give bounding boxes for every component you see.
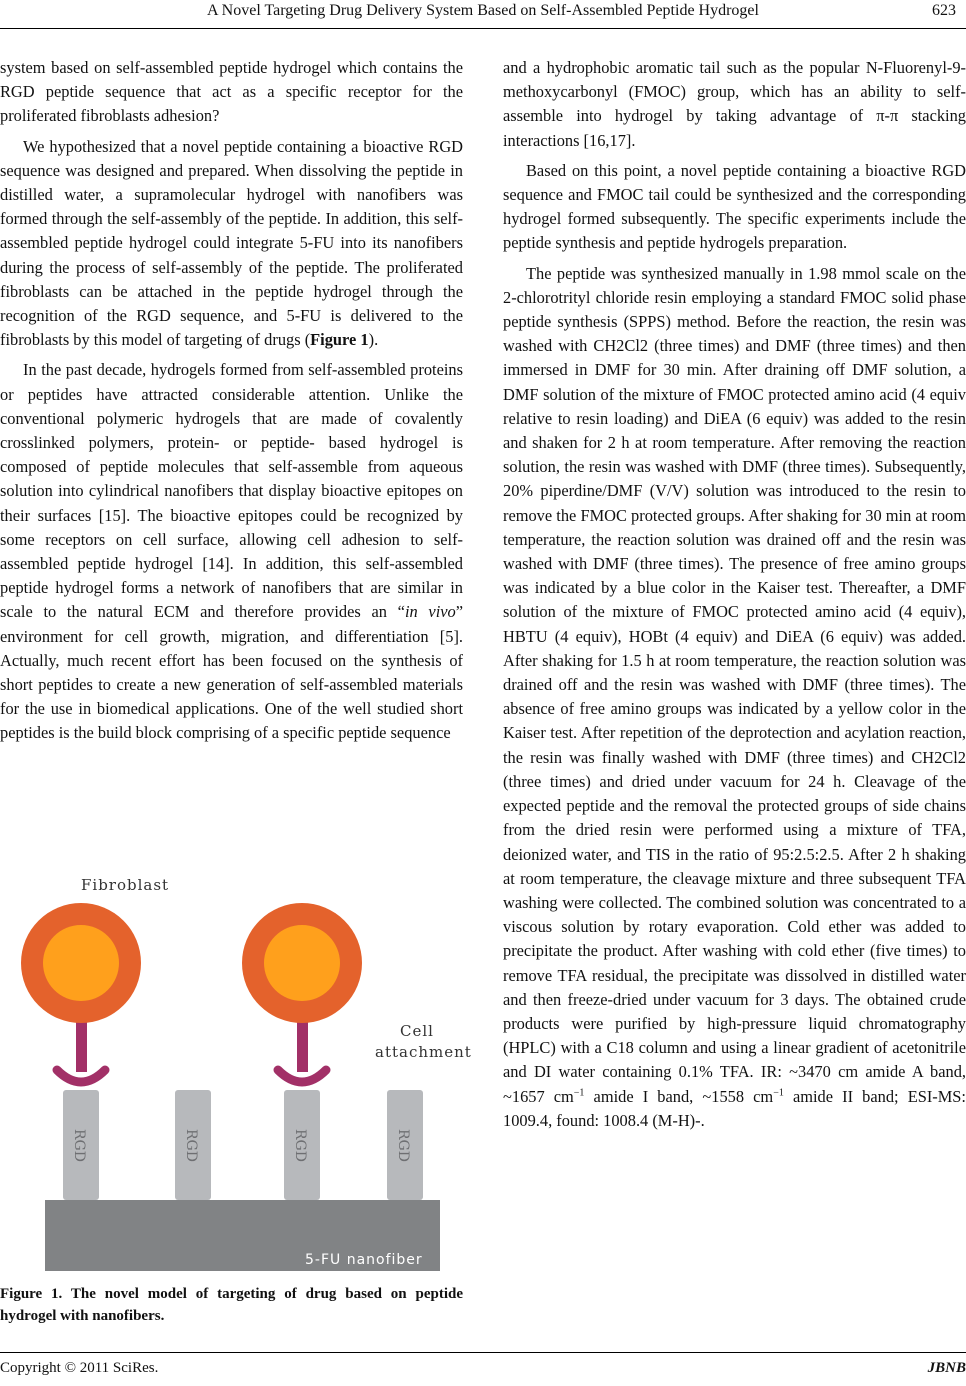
- rgd-pillar: [284, 1090, 320, 1200]
- attachment-label: attachment: [375, 1043, 472, 1061]
- left-paragraph-3-b: ” environment for cell growth, migration, and differentiation [5]. Actually, much recent effort has been focused on the synthesis of short peptides to create a new generation of self-assembled materials for the use in biomedical applications. One of the well studied short peptides is the build block comprising of a specific peptide sequence: [0, 602, 463, 743]
- fibroblast-label: Fibroblast: [81, 876, 170, 894]
- figure-reference[interactable]: Figure 1: [310, 330, 369, 350]
- superscript: −1: [773, 1087, 784, 1099]
- left-paragraph-3: [0, 358, 463, 745]
- base-label: 5-FU nanofiber: [305, 1252, 423, 1268]
- rgd-label: RGD: [292, 1129, 308, 1162]
- left-paragraph-2-end: ).: [368, 330, 379, 350]
- page-footer: [0, 1352, 966, 1382]
- page-number: 623: [932, 2, 956, 19]
- superscript: −1: [573, 1087, 585, 1099]
- cell-label: Cell: [400, 1022, 434, 1040]
- right-paragraph-3-c: amide II band; ESI-MS: 1009.4, found: 1008.4 (M-H)-.: [503, 1086, 966, 1130]
- left-paragraph-1: system based on self-assembled peptide hydrogel which contains the RGD peptide sequence that act as a specific receptor for the proliferated fibroblasts adhesion?: [0, 58, 463, 126]
- receptor-right: [278, 1019, 326, 1082]
- right-paragraph-3-b: amide I band, ~1558 cm: [584, 1086, 774, 1106]
- header-rule: [0, 28, 966, 29]
- figure-1: [45, 871, 472, 1271]
- right-column: [503, 56, 966, 1139]
- right-paragraph-1: and a hydrophobic aromatic tail such as the popular N-Fluorenyl-9-methoxycarbonyl (FMOC) group, which has an ability to self-assemble into hydrogel by taking advantage of π-π stacking interactions [16,17].: [503, 58, 966, 150]
- rgd-label: RGD: [395, 1129, 411, 1162]
- left-paragraph-2-text: We hypothesized that a novel peptide containing a bioactive RGD sequence was designed and prepared. When dissolving the peptide in distilled water, a supramolecular hydrogel with nanofibers was formed through the self-assembly of the peptide. In addition, this self-assembled peptide hydrogel could integrate 5-FU into its nanofibers during the process of self-assembly of the peptide. The proliferated fibroblasts can be attached in the peptide hydrogel through the recognition of the RGD sequence, and 5-FU is delivered to the fibroblasts by this model of targeting of drugs (: [0, 136, 463, 350]
- left-column: [0, 56, 463, 752]
- rgd-label: RGD: [71, 1129, 87, 1162]
- in-vivo-term: in vivo: [404, 602, 456, 622]
- running-title: A Novel Targeting Drug Delivery System Based on Self-Assembled Peptide Hydrogel: [207, 2, 759, 19]
- rgd-label: RGD: [183, 1129, 199, 1162]
- figure-caption: Figure 1. The novel model of targeting of drug based on peptide hydrogel with nanofibers.: [0, 1286, 463, 1324]
- left-paragraph-2: [0, 135, 463, 353]
- fibroblast-cell-right: [242, 903, 362, 1023]
- copyright-notice: Copyright © 2011 SciRes.: [0, 1360, 159, 1376]
- footer-rule: [0, 1352, 966, 1353]
- running-header: [0, 0, 966, 30]
- journal-abbreviation: JBNB: [927, 1360, 966, 1376]
- right-paragraph-3: [503, 262, 966, 1133]
- figure-1-illustration: [45, 871, 472, 1271]
- fibroblast-cell-left: [21, 903, 141, 1023]
- rgd-pillar: [387, 1090, 423, 1200]
- receptor-left: [57, 1016, 105, 1082]
- rgd-pillar: [175, 1090, 211, 1200]
- rgd-pillar: [63, 1090, 99, 1200]
- left-paragraph-3-a: In the past decade, hydrogels formed from self-assembled proteins or peptides have attracted considerable attention. Unlike the conventional polymeric hydrogels that are made of covalently crosslinked polymers, protein- or peptide- based hydrogel is composed of peptide molecules that self-assemble from aqueous solution into cylindrical nanofibers that display bioactive epitopes on their surfaces [15]. The bioactive epitopes could be recognized by some receptors on cell surface, allowing cell adhesion to self-assembled peptide hydrogel [14]. In addition, this self-assembled peptide hydrogel forms a network of nanofibers that are similar in scale to the natural ECM and therefore provides an “: [0, 360, 463, 622]
- right-paragraph-3-a: The peptide was synthesized manually in 1.98 mmol scale on the 2-chlorotrityl chloride resin employing a standard FMOC solid phase peptide synthesis (SPPS) method. Before the reaction, the resin was washed with CH2Cl2 (three times) and DMF (three times) and then immersed in DMF for 30 min. After draining off DMF solution, a DMF solution of the mixture of FMOC protected amino acid (4 equiv relative to resin loading) and DiEA (6 equiv) was added to the resin and shaken for 2 h at room temperature. After removing the reaction solution, the resin was washed with DMF (three times). Subsequently, 20% piperdine/DMF (V/V) solution was introduced to the resin to remove the FMOC protected groups. After shaking for 30 min at room temperature, the reaction solution was drained off and the resin was washed with DMF (three times). The presence of free amino groups was indicated by a blue color in the Kaiser test. Thereafter, a DMF solution of the mixture of FMOC protected amino acid (4 equiv), HBTU (4 equiv), HOBt (4 equiv) and DiEA (6 equiv) was added. After shaking for 1.5 h at room temperature, the reaction solution was drained off and the resin was washed with DMF (three times). The absence of free amino groups was indicated by a yellow color in the Kaiser test. After repetition of the deprotection and acylation reaction, the resin was finally washed with DMF (three times) and CH2Cl2 (three times) and dried under vacuum for 24 h. Cleavage of the expected peptide and the removal the protected groups of side chains from the dried resin were performed using a mixture of TFA, deionized water, and TIS in the ratio of 95:2.5:2.5. After 2 h shaking at room temperature, the cleavage mixture and three subsequent TFA washing were collected. The combined solution was concentrated to a viscous solution by rotary evaporation. Cold ether was added to precipitate the product. After washing with cold ether (five times) to remove TFA residual, the precipitate was dissolved in distilled water and then freeze-dried under vacuum for 3 days. The obtained crude products were purified by high-pressure liquid chromatography (HPLC) with a C18 column and using a linear gradient of acetonitrile and DI water containing 0.1% TFA. IR: ~3470 cm amide A band, ~1657 cm: [503, 263, 966, 1106]
- right-paragraph-2: Based on this point, a novel peptide containing a bioactive RGD sequence and FMOC tail could be synthesized and the corresponding hydrogel formed subsequently. The specific experiments include the peptide synthesis and peptide hydrogels preparation.: [503, 160, 966, 253]
